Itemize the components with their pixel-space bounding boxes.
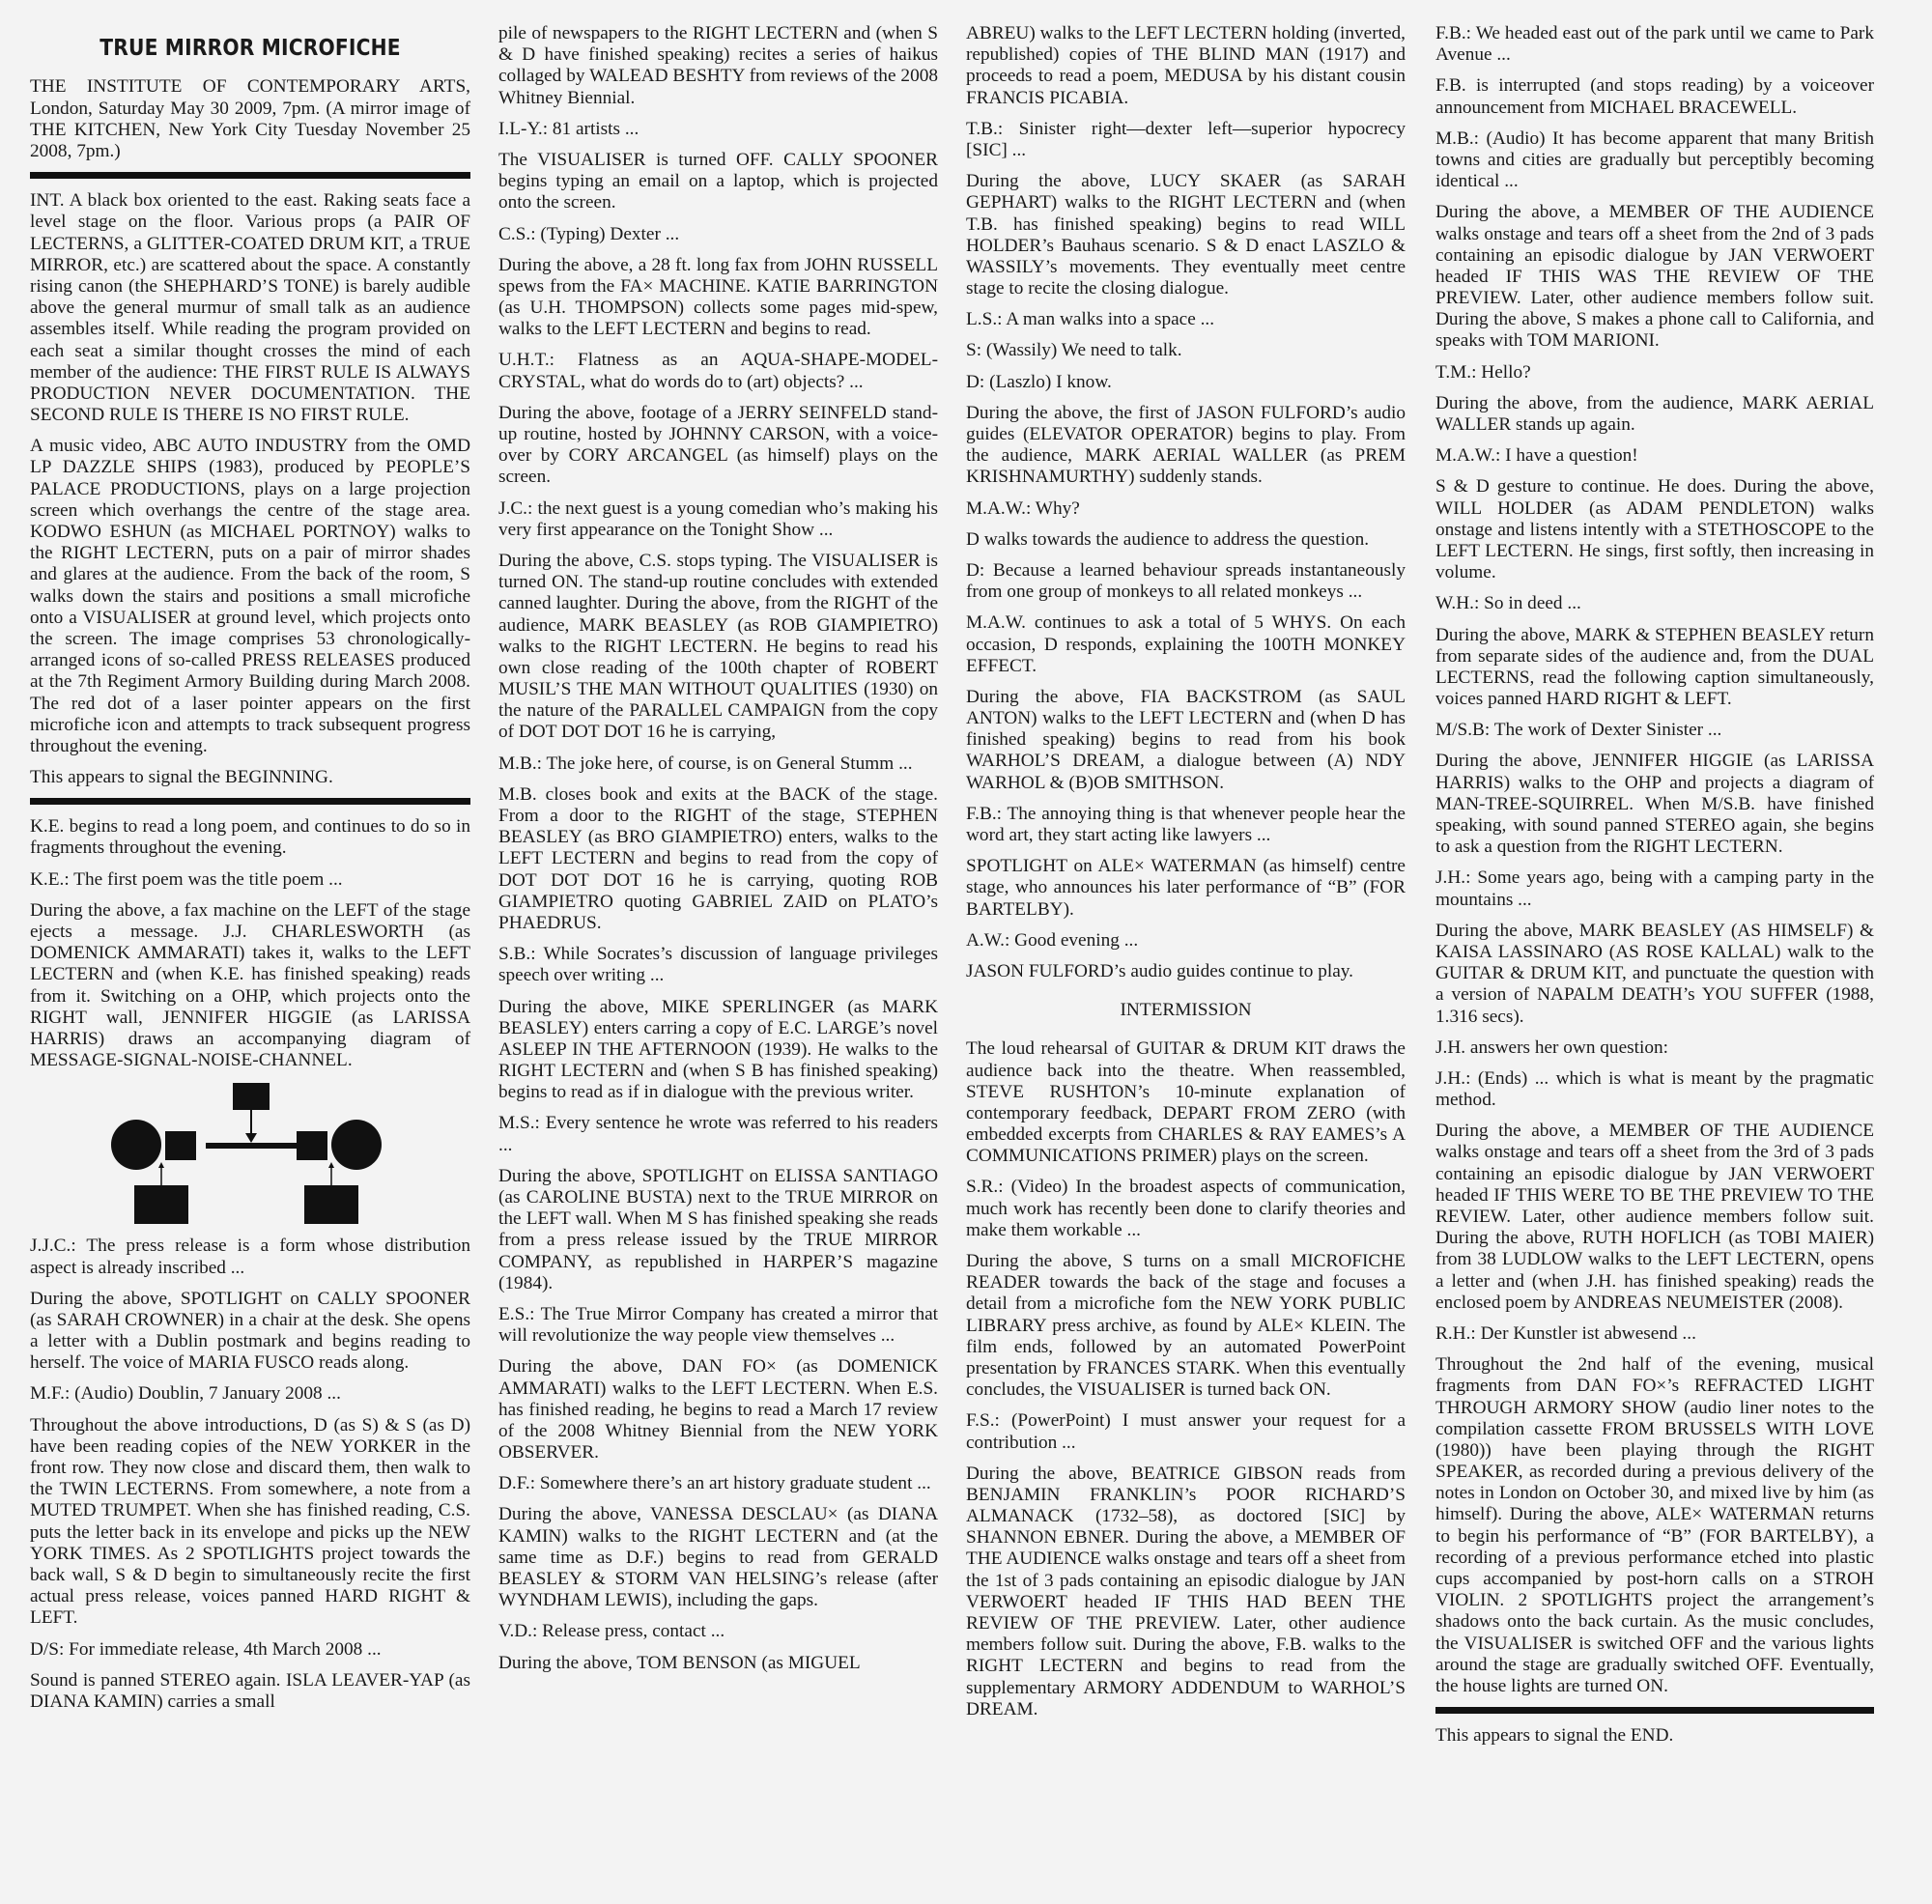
paragraph: During the above, BEATRICE GIBSON reads from BENJAMIN FRANKLIN’s POOR RICHARD’S ALMANACK (1732–58), as doctored [SIC] by SHANNON EBNER. During the above, a MEMBER OF THE AUDIENCE walks onstage and tears off a sheet from the 1st of 3 pads containing an episodic dialogue by JAN VERWOERT headed IF THIS HAD BEEN THE REVIEW OF THE PREVIEW. Later, other audience members follow suit. During the above, F.B. walks to the RIGHT LECTERN and begins to read from the supplementary ARMORY ADDENDUM to WARHOL’S DREAM. [966, 1463, 1406, 1719]
transmitter-box [165, 1131, 196, 1160]
paragraph: During the above, from the audience, MARK AERIAL WALLER stands up again. [1435, 392, 1874, 435]
column-2 [498, 23, 938, 1684]
paragraph: This appears to signal the END. [1435, 1725, 1674, 1747]
paragraph: M.F.: (Audio) Doublin, 7 January 2008 ... [30, 1383, 341, 1405]
paragraph: K.E. begins to read a long poem, and continues to do so in fragments throughout the evening. [30, 816, 470, 859]
paragraph: During the above, MIKE SPERLINGER (as MARK BEASLEY) enters carring a copy of E.C. LARGE’s novel ASLEEP IN THE AFTERNOON (1939). He walks to the RIGHT LECTERN and (when S B has finished speaking) begins to read as if in dialogue with the previous writer. [498, 996, 938, 1103]
paragraph: S.B.: While Socrates’s discussion of language privileges speech over writing ... [498, 944, 938, 986]
noise-arrowhead [245, 1133, 257, 1143]
paragraph: Throughout the above introductions, D (as S) & S (as D) have been reading copies of the NEW YORKER in the front row. They now close and discard them, then walk to the TWIN LECTERNS. From somewhere, a note from a MUTED TRUMPET. When she has finished reading, C.S. puts the letter back in its envelope and picks up the NEW YORK TIMES. As 2 SPOTLIGHTS project towards the back wall, S & D begin to simultaneously recite the first actual press release, voices panned HARD RIGHT & LEFT. [30, 1414, 470, 1629]
paragraph: M.A.W. continues to ask a total of 5 WHYS. On each occasion, D responds, explaining the 100TH MONKEY EFFECT. [966, 612, 1406, 676]
paragraph: During the above, MARK & STEPHEN BEASLEY return from separate sides of the audience and, from the DUAL LECTERNS, read the following caption simultaneously, voices panned HARD RIGHT & LEFT. [1435, 624, 1874, 710]
paragraph: K.E.: The first poem was the title poem ... [30, 868, 343, 890]
paragraph: The loud rehearsal of GUITAR & DRUM KIT draws the audience back into the theatre. When reassembled, STEVE RUSHTON’s 10-minute explanation of contemporary feedback, DEPART FROM ZERO (with embedded excerpts from CHARLES & RAY EAMES’s A COMMUNICATIONS PRIMER) plays on the screen. [966, 1038, 1406, 1167]
paragraph: During the above, TOM BENSON (as MIGUEL [498, 1652, 861, 1673]
intermission-heading: INTERMISSION [1120, 1000, 1252, 1021]
paragraph: During the above, footage of a JERRY SEINFELD stand-up routine, hosted by JOHNNY CARSON, with a voice-over by CORY ARCANGEL (as himself) plays on the screen. [498, 402, 938, 488]
paragraph: R.H.: Der Kunstler ist abwesend ... [1435, 1322, 1696, 1344]
recipient-arrowhead [328, 1162, 334, 1168]
paragraph: During the above, a fax machine on the LEFT of the stage ejects a message. J.J. CHARLESWORTH (as DOMENICK AMMARATI) takes it, walks to the LEFT LECTERN and (when K.E. has finished speaking) reads from it. Switching on a OHP, which projects onto the RIGHT wall, JENNIFER HIGGIE (as LARISSA HARRIS) draws an accompanying diagram of MESSAGE-SIGNAL-NOISE-CHANNEL. [30, 899, 470, 1071]
paragraph: ABREU) walks to the LEFT LECTERN holding (inverted, republished) copies of THE BLIND MAN (1917) and proceeds to read a poem, MEDUSA by his distant cousin FRANCIS PICABIA. [966, 23, 1406, 108]
paragraph: During the above, JENNIFER HIGGIE (as LARISSA HARRIS) walks to the OHP and projects a diagram of MAN-TREE-SQUIRREL. When M/S.B. have finished speaking, with sound panned STEREO again, she begins to ask a question from the RIGHT LECTERN. [1435, 751, 1874, 858]
divider [30, 172, 470, 179]
paragraph: During the above, S turns on a small MICROFICHE READER towards the back of the stage and focuses a detail from a microfiche fom the NEW YORK PUBLIC LIBRARY press archive, as found by ALE× KLEIN. The film ends, followed by an automated PowerPoint presentation by FRANCES STARK. When this eventually concludes, the VISUALISER is turned back ON. [966, 1251, 1406, 1401]
channel-bar [206, 1143, 297, 1149]
paragraph: F.B.: We headed east out of the park until we came to Park Avenue ... [1435, 23, 1874, 66]
paragraph: A music video, ABC AUTO INDUSTRY from the OMD LP DAZZLE SHIPS (1983), produced by PEOPLE’S PALACE PRODUCTIONS, plays on a large projection screen which overhangs the centre of the stage area. KODWO ESHUN (as MICHAEL PORTNOY) walks to the RIGHT LECTERN, puts on a pair of mirror shades and glares at the audience. From the back of the room, S walks down the stairs and positions a small microfiche onto a VISUALISER at ground level, which projects onto the screen. The image comprises 53 chronologically-arranged icons of so-called PRESS RELEASES produced at the 7th Regiment Armory Building during March 2008. The red dot of a laser pointer appears on the first microfiche icon and attempts to track subsequent progress throughout the evening. [30, 436, 470, 756]
paragraph: T.M.: Hello? [1435, 361, 1531, 383]
paragraph: M.S.: Every sentence he wrote was referred to his readers ... [498, 1113, 938, 1155]
source-circle [111, 1120, 161, 1170]
paragraph: During the above, LUCY SKAER (as SARAH GEPHART) walks to the RIGHT LECTERN and (when T.B. has finished speaking) begins to read WILL HOLDER’s Bauhaus scenario. S & D enact LASZLO & WASSILY’s movements. They eventually meet centre stage to recite the closing dialogue. [966, 171, 1406, 299]
paragraph: INT. A black box oriented to the east. Raking seats face a level stage on the floor. Various props (a PAIR OF LECTERNS, a GLITTER-COATED DRUM KIT, a TRUE MIRROR, etc.) are scattered about the space. A constantly rising canon (the SHEPHARD’S TONE) is barely audible above the general murmur of small talk as an audience assembles itself. While reading the program provided on each seat a similar thought crosses the mind of each member of the audience: THE FIRST RULE IS ALWAYS PRODUCTION NEVER DOCUMENTATION. THE SECOND RULE IS THERE IS NO FIRST RULE. [30, 190, 470, 426]
paragraph: pile of newspapers to the RIGHT LECTERN and (when S & D have finished speaking) recites a series of haikus collaged by WALEAD BESHTY from reviews of the 2008 Whitney Biennial. [498, 23, 938, 108]
paragraph: D.F.: Somewhere there’s an art history graduate student ... [498, 1473, 931, 1494]
paragraph: V.D.: Release press, contact ... [498, 1621, 725, 1642]
paragraph: During the above, VANESSA DESCLAU× (as DIANA KAMIN) walks to the RIGHT LECTERN and (at the same time as D.F.) begins to read from GERALD BEASLEY & STORM VAN HELSING’s release (after WYNDHAM LEWIS), including the gaps. [498, 1504, 938, 1611]
paragraph: J.C.: the next guest is a young comedian who’s making his very first appearance on the Tonight Show ... [498, 497, 938, 540]
paragraph: During the above, the first of JASON FULFORD’s audio guides (ELEVATOR OPERATOR) begins to play. From the audience, MARK AERIAL WALLER (as PREM KRISHNAMURTHY) suddenly stands. [966, 402, 1406, 488]
paragraph: T.B.: Sinister right—dexter left—superior hypocrecy [SIC] ... [966, 118, 1406, 160]
paragraph: A.W.: Good evening ... [966, 929, 1139, 951]
paragraph: J.J.C.: The press release is a form whose distribution aspect is already inscribed ... [30, 1236, 470, 1278]
document-title: TRUE MIRROR MICROFICHE [99, 36, 401, 61]
paragraph: J.H.: (Ends) ... which is what is meant by the pragmatic method. [1435, 1067, 1874, 1111]
paragraph: M.B.: (Audio) It has become apparent that many British towns and cities are gradually but perceptibly becoming identical ... [1435, 128, 1874, 192]
receiver-box [297, 1131, 327, 1160]
paragraph: S & D gesture to continue. He does. During the above, WILL HOLDER (as ADAM PENDLETON) walks onstage and listens intently with a STETHOSCOPE to the LEFT LECTERN. He sings, first softly, then increasing in volume. [1435, 476, 1874, 583]
paragraph: During the above, SPOTLIGHT on CALLY SPOONER (as SARAH CROWNER) in a chair at the desk. She opens a letter with a Dublin postmark and begins reading to herself. The voice of MARIA FUSCO reads along. [30, 1288, 470, 1374]
paragraph: During the above, a MEMBER OF THE AUDIENCE walks onstage and tears off a sheet from the 3rd of 3 pads containing an episodic dialogue by JAN VERWOERT headed IF THIS WERE TO BE THE PREVIEW TO THE REVIEW. Later, other audience members follow suit. During the above, RUTH HOFLICH (as TOBI MAIER) from 38 LUDLOW walks to the LEFT LECTERN, opens a letter and (when J.H. has finished speaking) reads the enclosed poem by ANDREAS NEUMEISTER (2008). [1435, 1121, 1874, 1313]
message-signal-noise-channel-diagram [111, 1081, 382, 1228]
paragraph: The VISUALISER is turned OFF. CALLY SPOONER begins typing an email on a laptop, which is projected onto the screen. [498, 149, 938, 213]
paragraph: THE INSTITUTE OF CONTEMPORARY ARTS, London, Saturday May 30 2009, 7pm. (A mirror image of THE KITCHEN, New York City Tuesday November 25 2008, 7pm.) [30, 76, 470, 161]
paragraph: F.S.: (PowerPoint) I must answer your request for a contribution ... [966, 1410, 1406, 1453]
paragraph: F.B.: The annoying thing is that whenever people hear the word art, they start acting like lawyers ... [966, 803, 1406, 845]
sender-arrowhead [158, 1162, 164, 1168]
paragraph: U.H.T.: Flatness as an AQUA-SHAPE-MODEL-CRYSTAL, what do words do to (art) objects? ... [498, 350, 938, 392]
paragraph: Throughout the 2nd half of the evening, musical fragments from DAN FO×’s REFRACTED LIGHT THROUGH ARMORY SHOW (audio liner notes to the compilation cassette FROM BRUSSELS WITH LOVE (1980)) have been playing through the RIGHT SPEAKER, as recorded during a previous delivery of the notes in London on October 30, and mixed live by him (as himself). During the above, ALE× WATERMAN returns to begin his performance of “B” (FOR BARTELBY), a recording of a previous performance etched into plastic cups accompanied by post-horn calls on a STROH VIOLIN. 2 SPOTLIGHTS project the arrangement’s shadows onto the back curtain. As the music concludes, the VISUALISER is switched OFF and the various lights around the stage are gradually switched OFF. Eventually, the house lights are turned ON. [1435, 1354, 1874, 1696]
paragraph: During the above, a MEMBER OF THE AUDIENCE walks onstage and tears off a sheet from the 2nd of 3 pads containing an episodic dialogue by JAN VERWOERT headed IF THIS WAS THE REVIEW OF THE PREVIEW. Later, other audience members follow suit. During the above, S makes a phone call to California, and speaks with TOM MARIONI. [1435, 202, 1874, 352]
paragraph: During the above, FIA BACKSTROM (as SAUL ANTON) walks to the LEFT LECTERN and (when D has finished speaking) begins to read from his book WARHOL’S DREAM, a dialogue between (A) NDY WARHOL & (B)OB SMITHSON. [966, 686, 1406, 793]
paragraph: M.B. closes book and exits at the BACK of the stage. From a door to the RIGHT of the stage, STEPHEN BEASLEY (as BRO GIAMPIETRO) enters, walks to the LEFT LECTERN and begins to read from the copy of DOT DOT DOT 16 he is carrying, quoting ROB GIAMPIETRO quoting GABRIEL ZAID on PLATO’s PHAEDRUS. [498, 783, 938, 933]
destination-circle [331, 1120, 382, 1170]
column-1 [30, 23, 470, 1722]
paragraph: S: (Wassily) We need to talk. [966, 340, 1182, 361]
column-3 [966, 23, 1406, 1730]
paragraph: During the above, C.S. stops typing. The VISUALISER is turned ON. The stand-up routine concludes with extended canned laughter. During the above, from the RIGHT of the audience, MARK BEASLEY (as ROB GIAMPIETRO) walks to the RIGHT LECTERN. He begins to read his own close reading of the 100th chapter of ROBERT MUSIL’S THE MAN WITHOUT QUALITIES (1930) on the nature of the PARALLEL CAMPAIGN from the copy of DOT DOT DOT 16 he is carrying, [498, 550, 938, 743]
noise-box [233, 1083, 270, 1110]
column-4 [1435, 23, 1874, 1756]
paragraph: D/S: For immediate release, 4th March 2008 ... [30, 1638, 382, 1660]
paragraph: J.H.: Some years ago, being with a camping party in the mountains ... [1435, 867, 1874, 910]
paragraph: During the above, DAN FO× (as DOMENICK AMMARATI) walks to the LEFT LECTERN. When E.S. has finished reading, he begins to read a March 17 review of the 2008 Whitney Biennial from the NEW YORK OBSERVER. [498, 1356, 938, 1464]
paragraph: L.S.: A man walks into a space ... [966, 309, 1215, 330]
paragraph: I.L-Y.: 81 artists ... [498, 118, 639, 139]
divider [30, 798, 470, 805]
paragraph: M.A.W.: I have a question! [1435, 445, 1638, 467]
paragraph: D: Because a learned behaviour spreads instantaneously from one group of monkeys to all related monkeys ... [966, 559, 1406, 603]
paragraph: JASON FULFORD’s audio guides continue to play. [966, 960, 1353, 981]
paragraph: During the above, SPOTLIGHT on ELISSA SANTIAGO (as CAROLINE BUSTA) next to the TRUE MIRROR on the LEFT wall. When M S has finished speaking she reads from a press release issued by the TRUE MIRROR COMPANY, as republished in HARPER’S magazine (1984). [498, 1165, 938, 1293]
paragraph: During the above, MARK BEASLEY (AS HIMSELF) & KAISA LASSINARO (AS ROSE KALLAL) walk to the GUITAR & DRUM KIT, and punctuate the question with a version of NAPALM DEATH’s YOU SUFFER (1988, 1.316 secs). [1435, 920, 1874, 1027]
paragraph: Sound is panned STEREO again. ISLA LEAVER-YAP (as DIANA KAMIN) carries a small [30, 1669, 470, 1712]
paragraph: SPOTLIGHT on ALE× WATERMAN (as himself) centre stage, who announces his later performance of “B” (FOR BARTELBY). [966, 856, 1406, 920]
paragraph: During the above, a 28 ft. long fax from JOHN RUSSELL spews from the FA× MACHINE. KATIE BARRINGTON (as U.H. THOMPSON) collects some pages mid-spew, walks to the LEFT LECTERN and begins to read. [498, 254, 938, 340]
paragraph: C.S.: (Typing) Dexter ... [498, 223, 680, 244]
paragraph: M.B.: The joke here, of course, is on General Stumm ... [498, 753, 913, 774]
sender-box [134, 1185, 188, 1224]
paragraph: This appears to signal the BEGINNING. [30, 767, 333, 788]
paragraph: M/S.B: The work of Dexter Sinister ... [1435, 720, 1722, 741]
paragraph: W.H.: So in deed ... [1435, 593, 1581, 614]
paragraph: M.A.W.: Why? [966, 497, 1080, 519]
recipient-box [304, 1185, 358, 1224]
paragraph: D: (Laszlo) I know. [966, 371, 1112, 392]
paragraph: J.H. answers her own question: [1435, 1037, 1668, 1058]
paragraph: F.B. is interrupted (and stops reading) by a voiceover announcement from MICHAEL BRACEWELL. [1435, 75, 1874, 118]
paragraph: S.R.: (Video) In the broadest aspects of communication, much work has recently been done to clarify theories and make them workable ... [966, 1177, 1406, 1240]
paragraph: E.S.: The True Mirror Company has created a mirror that will revolutionize the way people view themselves ... [498, 1303, 938, 1347]
paragraph: D walks towards the audience to address the question. [966, 528, 1370, 550]
divider [1435, 1707, 1874, 1714]
